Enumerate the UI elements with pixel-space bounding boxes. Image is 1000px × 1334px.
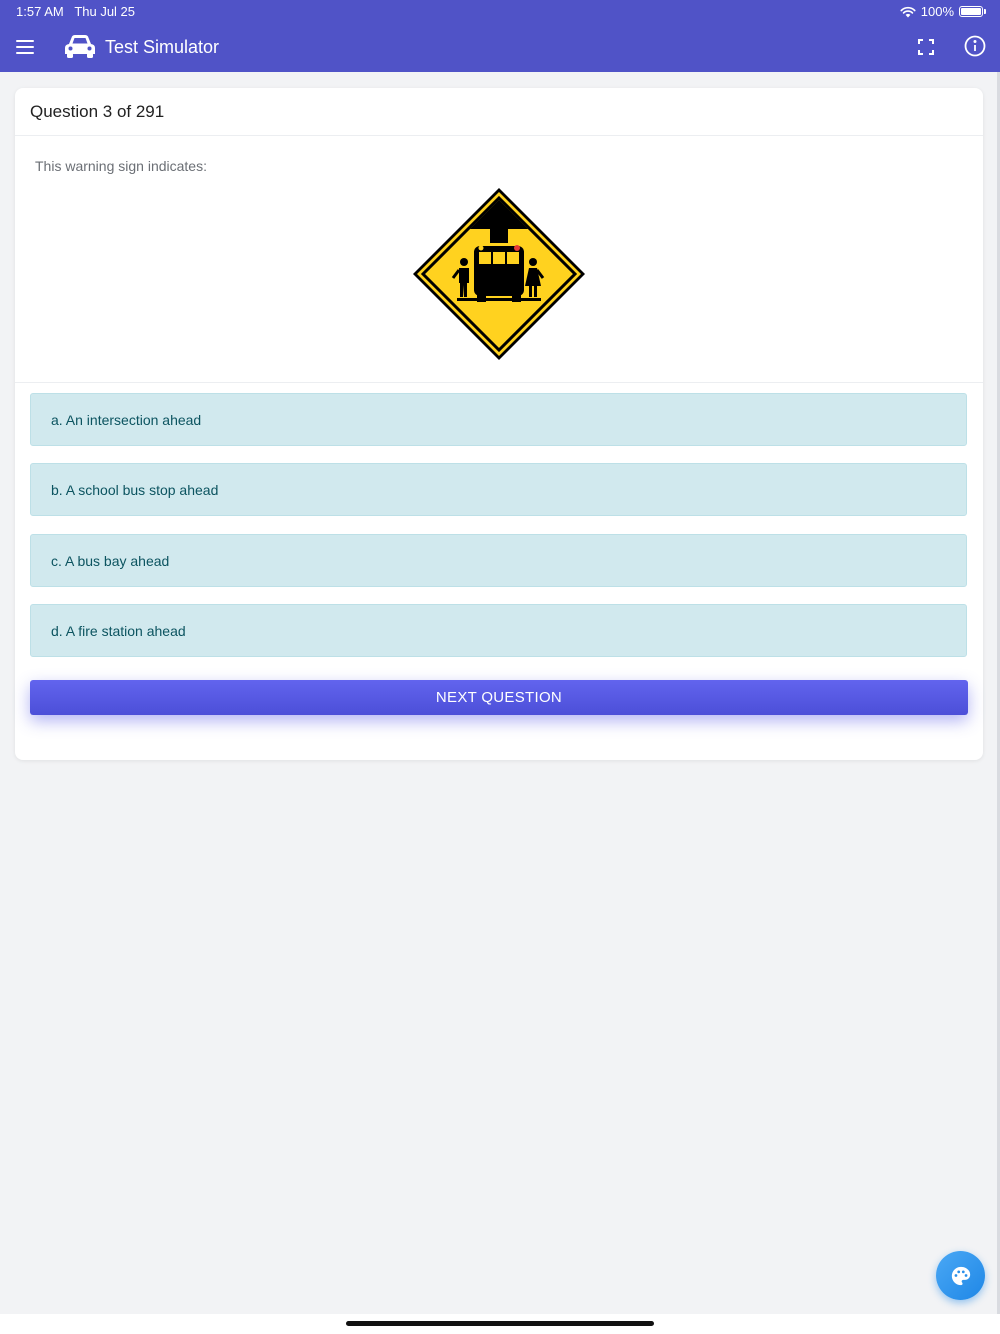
status-date: Thu Jul 25 bbox=[74, 4, 136, 19]
status-time: 1:57 AM bbox=[16, 4, 64, 19]
answer-option-c[interactable]: c. A bus bay ahead bbox=[30, 534, 967, 587]
app-title: Test Simulator bbox=[105, 37, 220, 57]
status-bar-left bbox=[16, 4, 135, 19]
battery-percent: 100% bbox=[920, 4, 954, 19]
wifi-icon bbox=[900, 6, 916, 18]
home-indicator[interactable] bbox=[346, 1321, 654, 1326]
info-icon[interactable] bbox=[963, 34, 987, 58]
car-icon bbox=[62, 32, 98, 60]
theme-palette-button[interactable] bbox=[936, 1251, 985, 1300]
status-bar-right bbox=[900, 4, 986, 19]
answer-option-a[interactable]: a. An intersection ahead bbox=[30, 393, 967, 446]
school-bus-stop-sign-image bbox=[411, 186, 587, 362]
battery-icon bbox=[959, 6, 983, 17]
question-card bbox=[15, 88, 983, 760]
app-header bbox=[0, 0, 1000, 72]
fullscreen-icon[interactable] bbox=[915, 36, 937, 58]
question-prompt: This warning sign indicates: bbox=[35, 158, 207, 174]
answer-option-d[interactable]: d. A fire station ahead bbox=[30, 604, 967, 657]
next-question-button[interactable]: NEXT QUESTION bbox=[30, 680, 968, 715]
content-divider bbox=[15, 382, 983, 383]
hamburger-menu-icon[interactable] bbox=[14, 36, 36, 58]
question-header: Question 3 of 291 bbox=[15, 88, 983, 136]
palette-icon bbox=[950, 1265, 972, 1287]
answer-option-b[interactable]: b. A school bus stop ahead bbox=[30, 463, 967, 516]
battery-cap bbox=[984, 9, 986, 14]
